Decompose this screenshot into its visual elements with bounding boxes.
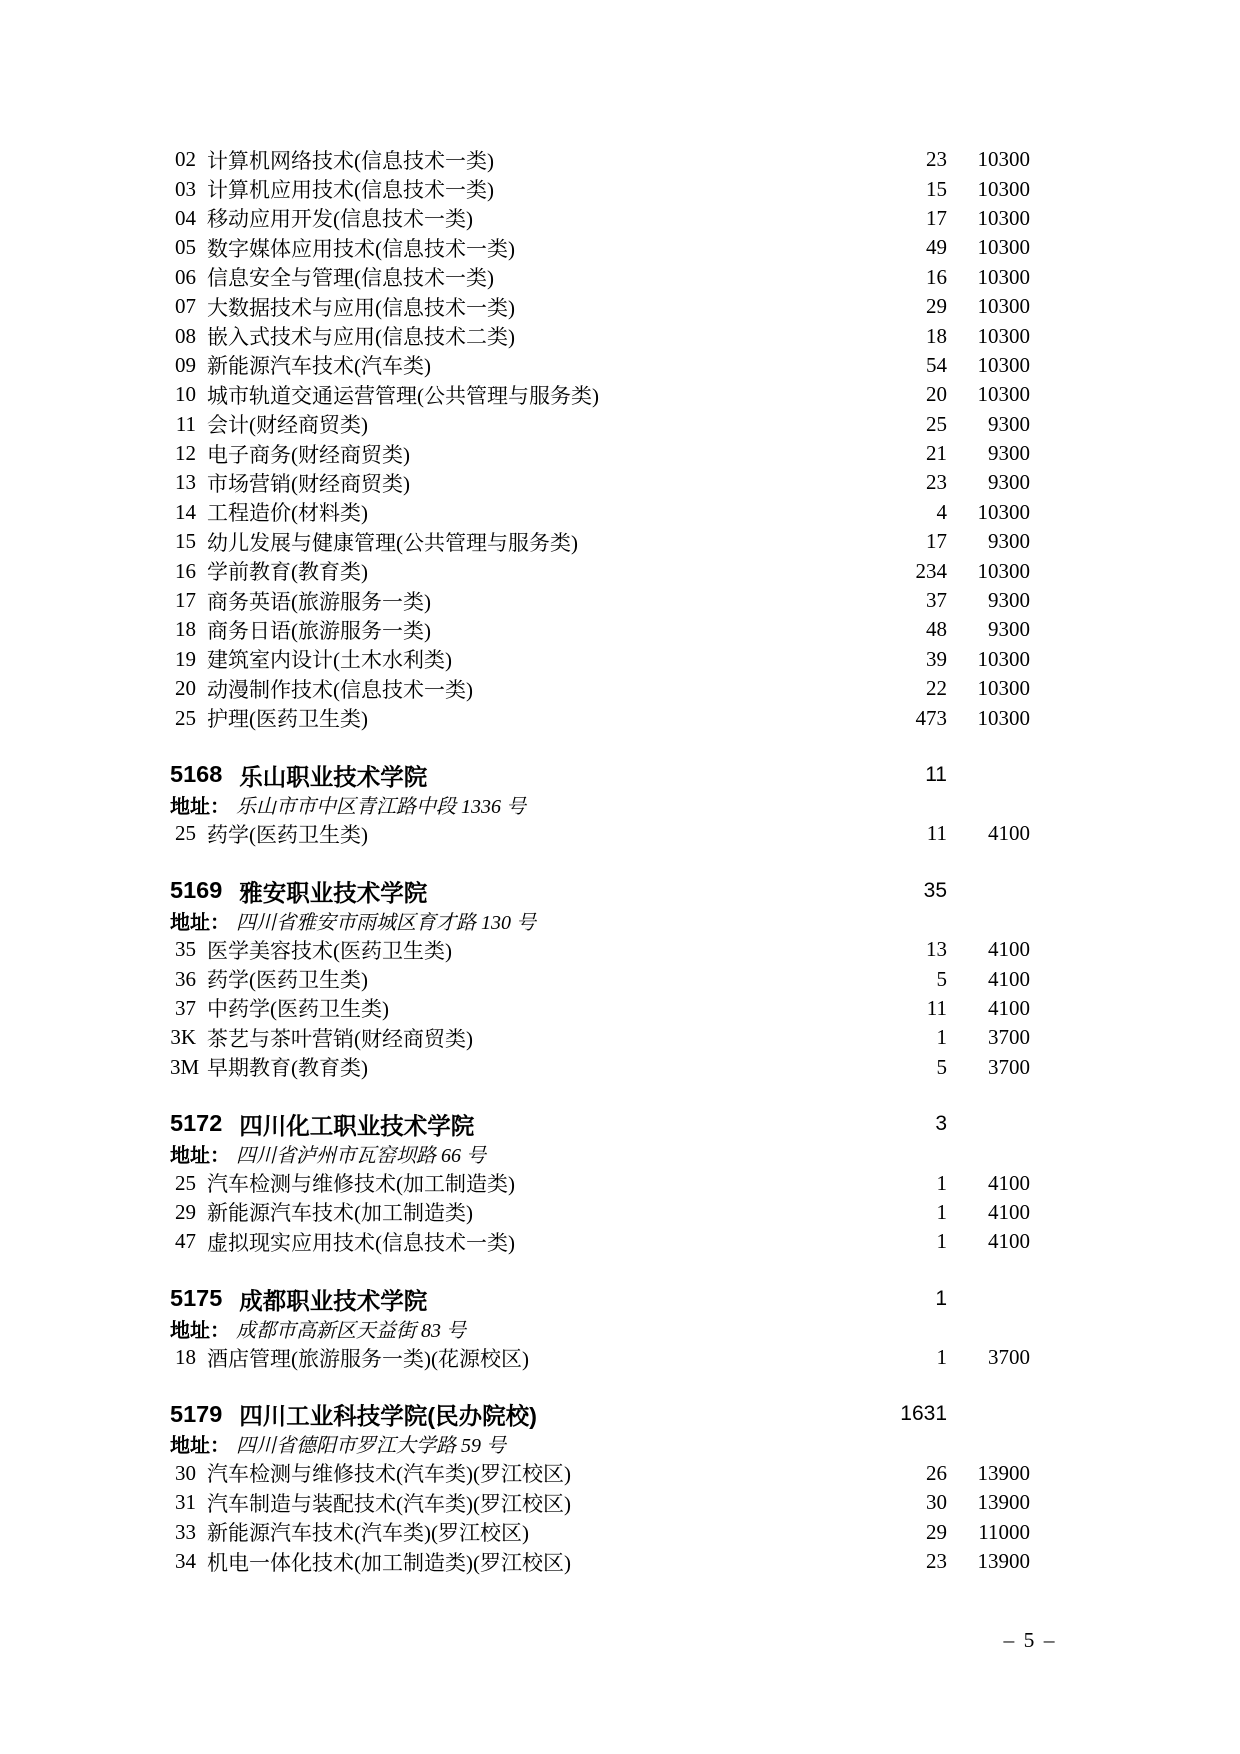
major-row: [170, 439, 1030, 468]
major-name: 汽车制造与装配技术(汽车类)(罗江校区): [207, 1491, 571, 1516]
major-name: 幼儿发展与健康管理(公共管理与服务类): [207, 530, 578, 555]
major-fee: 10300: [977, 558, 1030, 583]
major-fee: 10300: [977, 352, 1030, 377]
major-row: [170, 1198, 1030, 1227]
major-row: [170, 935, 1030, 964]
major-row: [170, 321, 1030, 350]
school-code: 5172: [170, 1110, 223, 1137]
major-row: [170, 351, 1030, 380]
school-header: [170, 1284, 1030, 1314]
major-count: 29: [926, 1519, 947, 1544]
major-count: 20: [926, 382, 947, 407]
address-row: [170, 906, 1030, 935]
major-count: 17: [926, 529, 947, 554]
major-fee: 4100: [988, 1170, 1030, 1195]
major-name: 中药学(医药卫生类): [207, 997, 389, 1022]
major-fee: 10300: [977, 676, 1030, 701]
major-count: 22: [926, 676, 947, 701]
major-name: 会计(财经商贸类): [207, 413, 368, 438]
major-code: 25: [175, 705, 196, 730]
major-count: 17: [926, 205, 947, 230]
major-count: 1: [936, 1199, 947, 1224]
major-fee: 3700: [988, 1345, 1030, 1370]
school-header: [170, 876, 1030, 906]
major-name: 工程造价(材料类): [207, 501, 368, 526]
major-code: 3K: [170, 1025, 196, 1050]
major-name: 汽车检测与维修技术(汽车类)(罗江校区): [207, 1462, 571, 1487]
major-code: 03: [175, 176, 196, 201]
address-value: 成都市高新区天益街 83 号: [236, 1319, 466, 1342]
school-section-5172: [170, 1109, 1030, 1257]
major-row: [170, 410, 1030, 439]
school-header: [170, 1399, 1030, 1429]
major-fee: 10300: [977, 323, 1030, 348]
major-count: 49: [926, 235, 947, 260]
major-code: 09: [175, 352, 196, 377]
school-header: [170, 1109, 1030, 1139]
major-row: [170, 1517, 1030, 1546]
address-row: [170, 1139, 1030, 1168]
major-code: 08: [175, 323, 196, 348]
major-count: 25: [926, 411, 947, 436]
major-code: 25: [175, 1170, 196, 1195]
major-fee: 3700: [988, 1025, 1030, 1050]
major-row: [170, 1343, 1030, 1372]
major-fee: 4100: [988, 821, 1030, 846]
major-name: 早期教育(教育类): [207, 1056, 368, 1081]
major-code: 33: [175, 1519, 196, 1544]
major-name: 药学(医药卫生类): [207, 968, 368, 993]
major-count: 11: [926, 821, 947, 846]
major-name: 商务日语(旅游服务一类): [207, 618, 431, 643]
school-name: 雅安职业技术学院: [239, 879, 428, 906]
major-row: [170, 1227, 1030, 1256]
major-fee: 10300: [977, 205, 1030, 230]
major-code: 13: [175, 470, 196, 495]
major-fee: 9300: [988, 441, 1030, 466]
address-row: [170, 790, 1030, 819]
major-fee: 10300: [977, 646, 1030, 671]
major-name: 机电一体化技术(加工制造类)(罗江校区): [207, 1550, 571, 1575]
major-code: 35: [175, 937, 196, 962]
major-name: 计算机应用技术(信息技术一类): [207, 178, 494, 203]
major-count: 4: [936, 499, 947, 524]
address-value: 四川省德阳市罗江大学路 59 号: [236, 1435, 506, 1458]
school-section-5179: [170, 1399, 1030, 1576]
major-code: 36: [175, 966, 196, 991]
major-name: 酒店管理(旅游服务一类)(花源校区): [207, 1346, 529, 1371]
major-row: [170, 527, 1030, 556]
major-name: 医学美容技术(医药卫生类): [207, 938, 452, 963]
major-code: 19: [175, 646, 196, 671]
major-name: 新能源汽车技术(加工制造类): [207, 1201, 473, 1226]
address-value: 四川省泸州市瓦窑坝路 66 号: [236, 1145, 486, 1168]
school-code: 5175: [170, 1285, 223, 1311]
major-count: 29: [926, 294, 947, 319]
major-code: 11: [175, 411, 196, 436]
major-name: 移动应用开发(信息技术一类): [207, 207, 473, 232]
major-count: 21: [926, 441, 947, 466]
major-name: 商务英语(旅游服务一类): [207, 589, 431, 614]
major-fee: 9300: [988, 617, 1030, 642]
major-fee: 4100: [988, 1199, 1030, 1224]
major-row: [170, 1488, 1030, 1517]
major-code: 15: [175, 529, 196, 554]
school-section-5168: [170, 760, 1030, 849]
continued-majors-list: [170, 145, 1030, 733]
major-count: 23: [926, 147, 947, 172]
major-count: 13: [926, 937, 947, 962]
major-count: 1: [936, 1229, 947, 1254]
address-label: 地址：: [170, 1145, 230, 1168]
major-row: [170, 263, 1030, 292]
school-header: [170, 760, 1030, 790]
major-code: 05: [175, 235, 196, 260]
school-name: 乐山职业技术学院: [239, 763, 428, 790]
school-code: 5168: [170, 761, 223, 788]
school-total: 11: [925, 762, 947, 786]
major-count: 26: [926, 1460, 947, 1485]
major-code: 3M: [170, 1054, 200, 1079]
major-count: 23: [926, 1549, 947, 1574]
major-fee: 3700: [988, 1054, 1030, 1079]
major-row: [170, 703, 1030, 732]
major-row: [170, 615, 1030, 644]
major-code: 31: [175, 1490, 196, 1515]
major-row: [170, 1459, 1030, 1488]
school-name: 成都职业技术学院: [239, 1287, 428, 1314]
major-row: [170, 204, 1030, 233]
major-count: 234: [915, 558, 947, 583]
address-value: 乐山市市中区青江路中段 1336 号: [236, 796, 526, 818]
major-name: 大数据技术与应用(信息技术一类): [207, 295, 515, 320]
major-name: 护理(医药卫生类): [207, 707, 368, 732]
major-code: 10: [175, 382, 196, 407]
major-name: 动漫制作技术(信息技术一类): [207, 677, 473, 702]
major-count: 15: [926, 176, 947, 201]
major-row: [170, 174, 1030, 203]
major-fee: 4100: [988, 937, 1030, 962]
major-fee: 9300: [988, 470, 1030, 495]
major-count: 1: [936, 1025, 947, 1050]
major-name: 汽车检测与维修技术(加工制造类): [207, 1172, 515, 1197]
major-count: 48: [926, 617, 947, 642]
major-count: 5: [936, 966, 947, 991]
major-row: [170, 994, 1030, 1023]
school-total: 35: [923, 878, 947, 902]
school-code: 5179: [170, 1400, 223, 1427]
major-row: [170, 1168, 1030, 1197]
major-count: 23: [926, 470, 947, 495]
major-fee: 11000: [978, 1519, 1030, 1544]
major-name: 嵌入式技术与应用(信息技术二类): [207, 325, 515, 350]
major-row: [170, 1023, 1030, 1052]
majors-list: [170, 935, 1030, 1082]
major-name: 药学(医药卫生类): [207, 822, 368, 847]
school-section-5169: [170, 876, 1030, 1082]
major-code: 16: [175, 558, 196, 583]
school-name: 四川工业科技学院(民办院校): [239, 1403, 537, 1430]
major-name: 建筑室内设计(土木水利类): [207, 648, 452, 673]
major-count: 1: [936, 1345, 947, 1370]
major-name: 市场营销(财经商贸类): [207, 472, 410, 496]
address-value: 四川省雅安市雨城区育才路 130 号: [236, 911, 536, 934]
major-row: [170, 964, 1030, 993]
major-row: [170, 292, 1030, 321]
address-label: 地址：: [170, 796, 230, 818]
page-number: – 5 –: [1003, 1628, 1057, 1652]
major-fee: 13900: [977, 1549, 1030, 1574]
major-row: [170, 145, 1030, 174]
major-code: 17: [175, 588, 196, 613]
major-name: 茶艺与茶叶营销(财经商贸类): [207, 1026, 473, 1051]
major-code: 30: [175, 1460, 196, 1485]
major-count: 5: [936, 1054, 947, 1079]
school-total: 1631: [900, 1402, 947, 1426]
major-code: 12: [175, 441, 196, 466]
major-name: 新能源汽车技术(汽车类): [207, 354, 431, 379]
major-code: 14: [175, 499, 196, 524]
major-fee: 13900: [977, 1490, 1030, 1515]
address-label: 地址：: [170, 1319, 230, 1342]
major-fee: 10300: [977, 176, 1030, 201]
major-count: 473: [915, 705, 947, 730]
major-code: 02: [175, 147, 196, 172]
major-code: 29: [175, 1199, 196, 1224]
major-name: 新能源汽车技术(汽车类)(罗江校区): [207, 1521, 529, 1546]
major-row: [170, 586, 1030, 615]
major-row: [170, 380, 1030, 409]
school-total: 1: [935, 1286, 947, 1310]
major-count: 54: [926, 352, 947, 377]
major-fee: 10300: [977, 235, 1030, 260]
address-label: 地址：: [170, 911, 230, 934]
major-count: 39: [926, 646, 947, 671]
major-code: 47: [175, 1229, 196, 1254]
major-fee: 4100: [988, 966, 1030, 991]
major-row: [170, 468, 1030, 497]
address-row: [170, 1429, 1030, 1458]
major-code: 25: [175, 821, 196, 846]
page-content: [170, 145, 1030, 1576]
major-row: [170, 819, 1030, 848]
major-row: [170, 233, 1030, 262]
major-count: 30: [926, 1490, 947, 1515]
school-total: 3: [935, 1111, 947, 1135]
major-name: 虚拟现实应用技术(信息技术一类): [207, 1230, 515, 1255]
major-name: 电子商务(财经商贸类): [207, 442, 410, 467]
major-code: 34: [175, 1549, 196, 1574]
major-fee: 9300: [988, 588, 1030, 613]
address-row: [170, 1314, 1030, 1343]
major-name: 数字媒体应用技术(信息技术一类): [207, 236, 515, 261]
major-count: 37: [926, 588, 947, 613]
major-fee: 4100: [988, 995, 1030, 1020]
major-fee: 10300: [977, 705, 1030, 730]
major-fee: 10300: [977, 264, 1030, 289]
major-fee: 10300: [977, 294, 1030, 319]
major-row: [170, 1547, 1030, 1576]
school-code: 5169: [170, 877, 223, 904]
major-code: 04: [175, 205, 196, 230]
majors-list: [170, 1343, 1030, 1372]
school-section-5175: [170, 1284, 1030, 1373]
major-fee: 9300: [988, 411, 1030, 436]
major-name: 城市轨道交通运营管理(公共管理与服务类): [207, 383, 599, 408]
majors-list: [170, 819, 1030, 848]
majors-list: [170, 1168, 1030, 1256]
major-fee: 9300: [988, 529, 1030, 554]
major-fee: 4100: [988, 1229, 1030, 1254]
major-row: [170, 498, 1030, 527]
major-name: 信息安全与管理(信息技术一类): [207, 266, 494, 291]
major-name: 学前教育(教育类): [207, 560, 368, 585]
major-fee: 10300: [977, 147, 1030, 172]
major-fee: 10300: [977, 382, 1030, 407]
major-name: 计算机网络技术(信息技术一类): [207, 148, 494, 173]
major-row: [170, 556, 1030, 585]
major-code: 06: [175, 264, 196, 289]
major-count: 18: [926, 323, 947, 348]
major-code: 37: [175, 995, 196, 1020]
major-row: [170, 674, 1030, 703]
major-row: [170, 1053, 1030, 1082]
major-row: [170, 645, 1030, 674]
major-count: 1: [936, 1170, 947, 1195]
address-label: 地址：: [170, 1435, 230, 1458]
major-fee: 10300: [977, 499, 1030, 524]
school-name: 四川化工职业技术学院: [239, 1112, 475, 1139]
major-count: 11: [926, 995, 947, 1020]
majors-list: [170, 1459, 1030, 1577]
major-code: 18: [175, 617, 196, 642]
major-count: 16: [926, 264, 947, 289]
major-fee: 13900: [977, 1460, 1030, 1485]
major-code: 20: [175, 676, 196, 701]
major-code: 18: [175, 1345, 196, 1370]
major-code: 07: [175, 294, 196, 319]
